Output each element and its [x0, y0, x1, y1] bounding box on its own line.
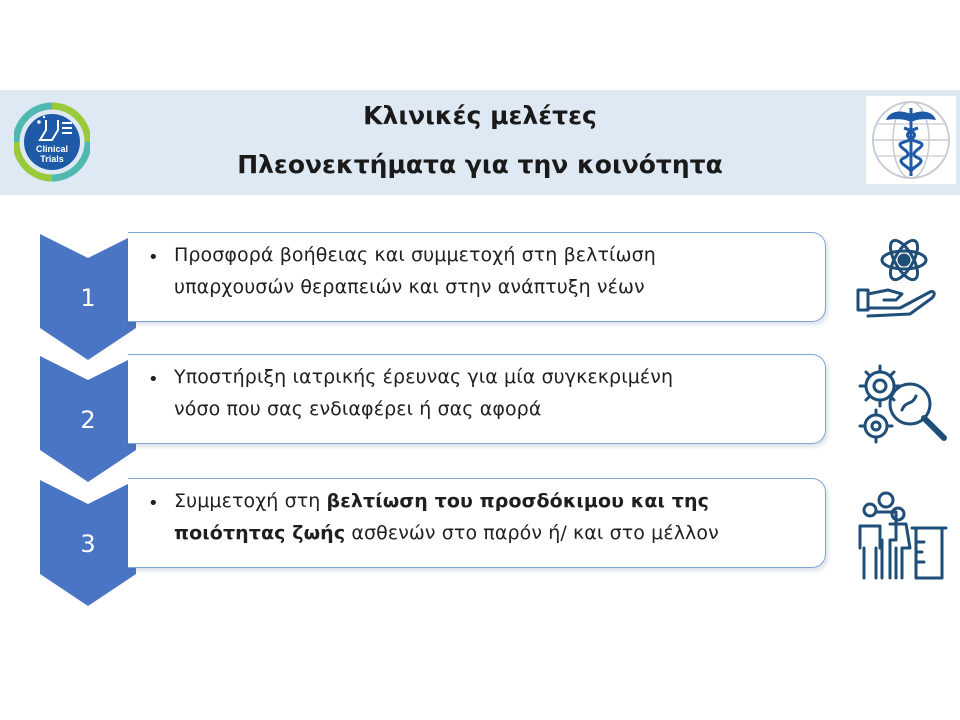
step-text-emphasis: ποιότητας ζωής [174, 522, 346, 544]
step-text-line-2 [174, 522, 719, 544]
people-beaker-icon [850, 488, 954, 588]
step-number: 2 [80, 406, 96, 434]
bullet-marker: • [148, 493, 159, 514]
logo-text-trials: Trials [40, 154, 64, 164]
step-2 [0, 354, 960, 484]
clinical-trials-logo [14, 100, 90, 184]
step-text-emphasis: βελτίωση του προσδόκιμου και της [326, 490, 709, 512]
hand-atom-icon [850, 232, 954, 332]
gears-magnifier-icon [850, 360, 954, 460]
slide-subtitle: Πλεονεκτήματα για την κοινότητα [237, 150, 723, 179]
slide-title: Κλινικές μελέτες [363, 101, 597, 130]
step-card [128, 354, 826, 444]
step-text-line-1: Υποστήριξη ιατρικής έρευνας για μία συγκεκριμένη [174, 366, 674, 388]
bullet-marker: • [148, 369, 159, 390]
bullet-marker: • [148, 247, 159, 268]
step-card [128, 232, 826, 322]
caduceus-globe-logo [866, 96, 956, 184]
logo-text-clinical: Clinical [35, 144, 69, 154]
step-text-line-2: νόσο που σας ενδιαφέρει ή σας αφορά [174, 398, 542, 420]
step-text-prefix: Συμμετοχή στη [174, 490, 327, 512]
step-1 [0, 232, 960, 362]
step-text-line-2: υπαρχουσών θεραπειών και στην ανάπτυξη νέων [174, 276, 645, 298]
step-number: 3 [80, 530, 96, 558]
step-card [128, 478, 826, 568]
step-3 [0, 478, 960, 608]
step-text-line-1 [174, 490, 709, 512]
step-text-suffix: ασθενών στο παρόν ή/ και στο μέλλον [345, 522, 719, 544]
step-number: 1 [80, 284, 96, 312]
step-text-line-1: Προσφορά βοήθειας και συμμετοχή στη βελτίωση [174, 244, 656, 266]
